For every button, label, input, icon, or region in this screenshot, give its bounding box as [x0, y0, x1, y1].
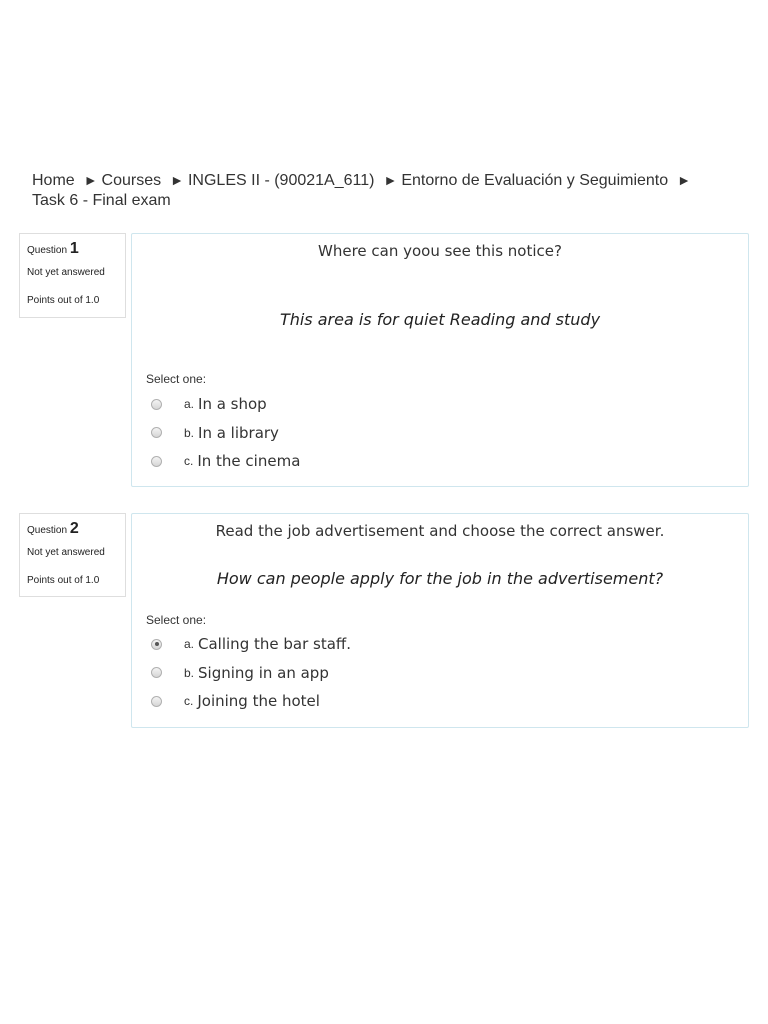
question-content-1 — [131, 233, 749, 487]
question-state: Not yet answered — [27, 267, 105, 278]
answer-letter: c. — [184, 454, 194, 469]
answer-label[interactable]: Signing in an app — [198, 663, 329, 682]
question-label: Question — [27, 245, 68, 256]
answer-list — [151, 630, 351, 716]
question-number-value: 2 — [69, 520, 79, 537]
question-number — [27, 520, 118, 538]
question-content-2 — [131, 513, 749, 728]
answer-label[interactable]: Joining the hotel — [197, 692, 320, 711]
question-emphasis: How can people apply for the job in the advertisement? — [216, 569, 664, 588]
answer-letter: a. — [184, 397, 195, 412]
question-label: Question — [27, 525, 68, 536]
answer-letter: c. — [184, 694, 194, 709]
answer-option[interactable] — [151, 659, 351, 688]
answer-option[interactable] — [151, 630, 351, 659]
answer-option[interactable] — [151, 419, 300, 448]
breadcrumb-section-link[interactable]: Entorno de Evaluación y Seguimiento — [401, 172, 669, 189]
breadcrumb-home-link[interactable]: Home — [32, 172, 75, 189]
radio-button[interactable] — [151, 456, 162, 467]
question-grade: Points out of 1.0 — [27, 575, 100, 586]
question-grade: Points out of 1.0 — [27, 295, 100, 306]
breadcrumb-courses-link[interactable]: Courses — [101, 172, 162, 189]
answer-letter: a. — [184, 637, 195, 652]
answer-option[interactable] — [151, 447, 300, 476]
answer-label[interactable]: Calling the bar staff. — [198, 635, 352, 654]
radio-button[interactable] — [151, 696, 162, 707]
select-one-prompt: Select one: — [146, 613, 207, 627]
radio-button-selected[interactable] — [151, 639, 162, 650]
breadcrumb-separator-icon: ► — [170, 172, 184, 188]
breadcrumb-course-link[interactable]: INGLES II - (90021A_611) — [187, 172, 375, 189]
question-info-1 — [19, 233, 126, 318]
radio-button[interactable] — [151, 667, 162, 678]
answer-label[interactable]: In a library — [198, 423, 279, 442]
answer-label[interactable]: In the cinema — [197, 452, 301, 471]
question-text: Where can yoou see this notice? — [318, 242, 562, 260]
radio-button[interactable] — [151, 399, 162, 410]
answer-label[interactable]: In a shop — [198, 395, 267, 414]
select-one-prompt: Select one: — [146, 372, 207, 386]
answer-option[interactable] — [151, 390, 300, 419]
question-text: Read the job advertisement and choose the correct answer. — [215, 522, 665, 540]
breadcrumb-separator-icon: ► — [677, 172, 692, 188]
breadcrumb — [32, 170, 732, 211]
question-notice: This area is for quiet Reading and study — [279, 310, 601, 329]
question-number — [27, 240, 118, 258]
radio-button[interactable] — [151, 427, 162, 438]
question-state: Not yet answered — [27, 547, 105, 558]
breadcrumb-separator-icon: ► — [383, 172, 398, 188]
answer-option[interactable] — [151, 687, 351, 716]
answer-letter: b. — [184, 425, 195, 440]
question-number-value: 1 — [69, 240, 79, 257]
answer-list — [151, 390, 300, 476]
breadcrumb-task-link[interactable]: Task 6 - Final exam — [32, 192, 171, 209]
answer-letter: b. — [184, 665, 195, 680]
breadcrumb-separator-icon: ► — [83, 172, 98, 188]
question-info-2 — [19, 513, 126, 597]
